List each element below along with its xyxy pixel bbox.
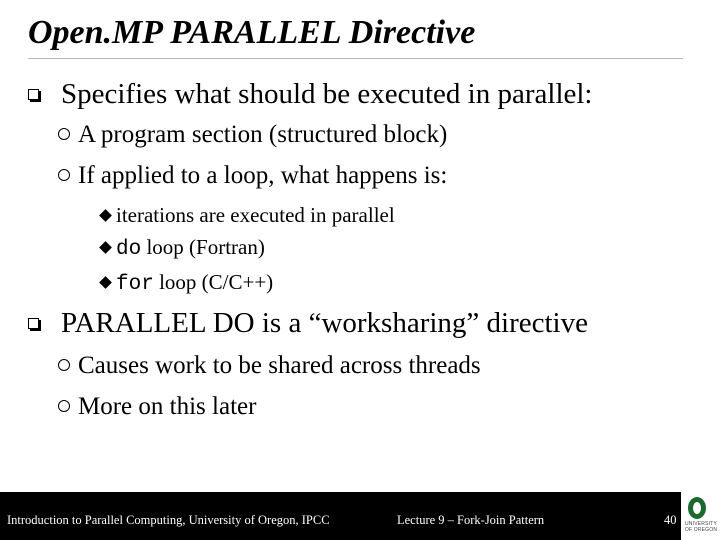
bullet-2 [28,307,588,340]
bullet-1-2-2-text: loop (Fortran) [141,235,265,259]
bullet-1 [28,78,593,111]
footer-bar [0,492,681,540]
circle-bullet-icon [58,128,70,140]
circle-bullet-icon [58,400,70,412]
square-bullet-icon [28,89,39,100]
title-divider [28,58,683,59]
bullet-2-1-text: Causes work to be shared across threads [78,352,481,379]
bullet-1-1 [58,121,447,149]
page-number: 40 [664,513,677,527]
bullet-1-2 [58,162,447,190]
bullet-2-text: PARALLEL DO is a “worksharing” directive [61,307,588,339]
bullet-1-2-3-text: loop (C/C++) [153,270,274,294]
logo-text: UNIVERSITY OF OREGON [684,521,718,533]
square-bullet-icon [28,318,39,329]
footer-lecture: Lecture 9 – Fork-Join Pattern [397,513,545,527]
bullet-1-2-text: If applied to a loop, what happens is: [78,162,448,189]
bullet-1-text: Specifies what should be executed in parallel: [61,78,593,110]
bullet-2-1 [58,352,481,380]
bullet-1-2-2 [101,235,265,261]
bullet-2-2-text: More on this later [78,393,257,420]
bullet-1-2-1-text: iterations are executed in parallel [116,203,395,227]
bullet-1-1-text: A program section (structured block) [78,121,448,148]
bullet-1-2-2-code: do [116,238,142,261]
slide-title: Open.MP PARALLEL Directive [28,14,476,51]
diamond-bullet-icon [99,209,112,222]
footer-course: Introduction to Parallel Computing, University of Oregon, IPCC [7,513,330,527]
bullet-2-2 [58,393,256,421]
bullet-1-2-3-code: for [116,273,154,296]
diamond-bullet-icon [99,241,112,254]
diamond-bullet-icon [99,276,112,289]
bullet-1-2-1 [101,203,395,228]
bullet-1-2-3 [101,270,273,296]
circle-bullet-icon [58,169,70,181]
university-logo [681,492,720,540]
o-logo-icon [688,497,706,519]
circle-bullet-icon [58,359,70,371]
